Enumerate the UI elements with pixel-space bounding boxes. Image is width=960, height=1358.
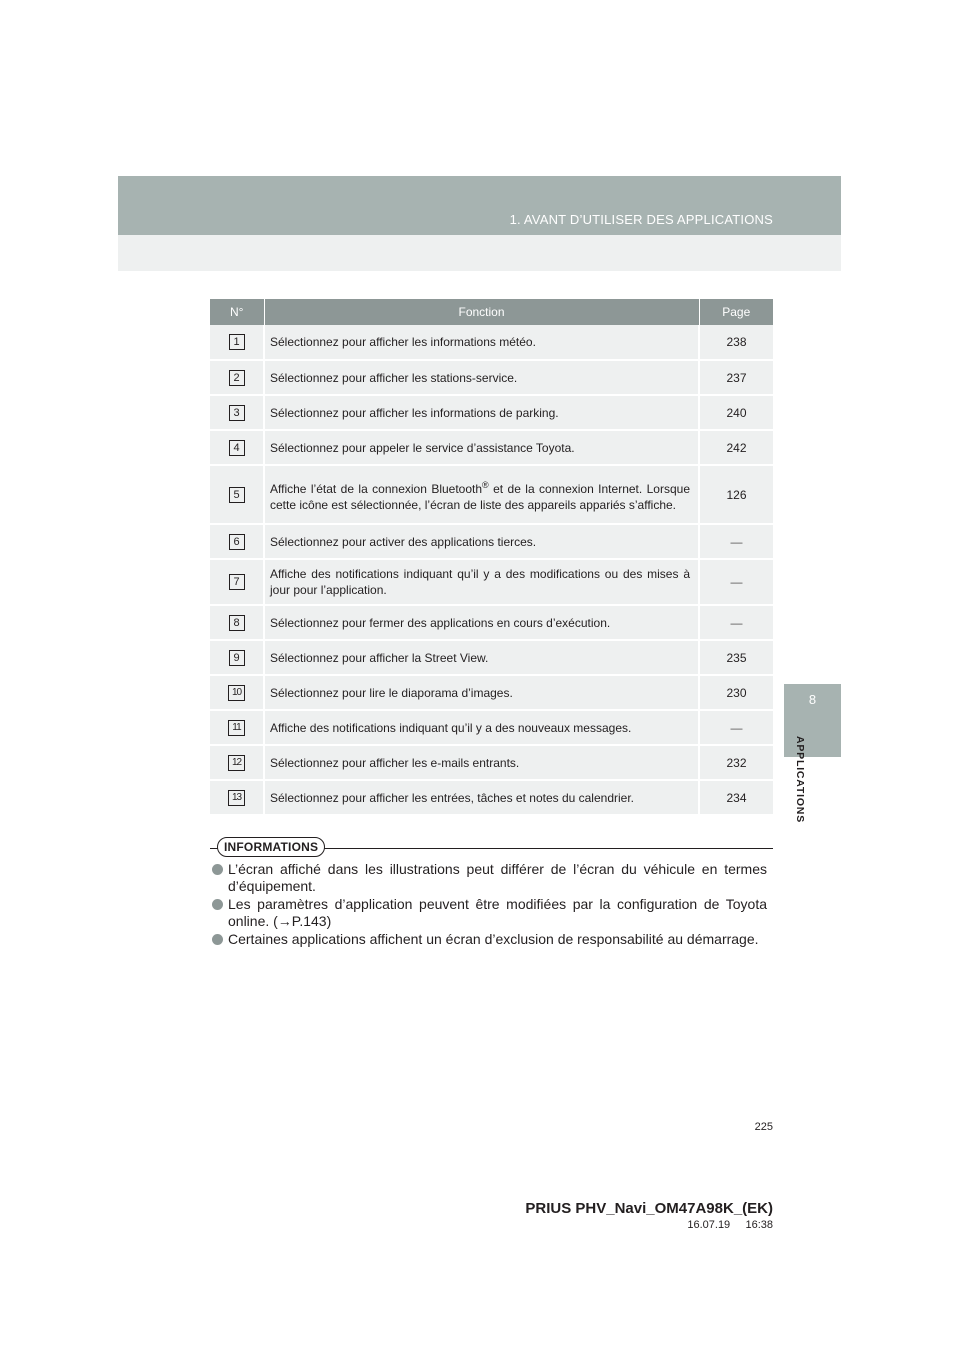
bullet-icon xyxy=(212,864,223,875)
table-row xyxy=(210,675,773,710)
item-number-box: 1 xyxy=(229,334,245,350)
page-number: 225 xyxy=(754,1121,773,1133)
chapter-label: APPLICATIONS xyxy=(794,736,806,823)
row-description: Sélectionnez pour afficher les e-mails entrants. xyxy=(264,745,699,780)
row-description: Affiche des notifications indiquant qu’il y a des nouveaux messages. xyxy=(264,710,699,745)
row-description: Sélectionnez pour activer des applications tierces. xyxy=(264,524,699,559)
section-header-band xyxy=(118,176,841,235)
row-description: Affiche des notifications indiquant qu’il y a des modifications ou des mises à jour pour l’application. xyxy=(264,559,699,605)
chapter-number: 8 xyxy=(808,692,817,707)
item-number-box: 7 xyxy=(229,574,245,590)
row-page: 126 xyxy=(699,465,773,524)
item-number-box: 3 xyxy=(229,405,245,421)
print-stamp: 16.07.19 16:38 xyxy=(687,1219,773,1231)
table-row xyxy=(210,640,773,675)
row-page: 230 xyxy=(699,675,773,710)
row-description: Sélectionnez pour afficher la Street View. xyxy=(264,640,699,675)
row-description: Sélectionnez pour lire le diaporama d’images. xyxy=(264,675,699,710)
row-page: 242 xyxy=(699,430,773,465)
item-number-box: 4 xyxy=(229,440,245,456)
table-row xyxy=(210,745,773,780)
registered-mark: ® xyxy=(482,479,489,490)
item-number-box: 5 xyxy=(229,487,245,503)
row-description: Sélectionnez pour appeler le service d’assistance Toyota. xyxy=(264,430,699,465)
table-row xyxy=(210,360,773,395)
table-row xyxy=(210,605,773,640)
info-text: Les paramètres d’application peuvent être modifiées par la configuration de Toyota online. (→P.143) xyxy=(228,896,767,929)
row-page: 234 xyxy=(699,780,773,815)
table-row xyxy=(210,559,773,605)
section-title: 1. AVANT D’UTILISER DES APPLICATIONS xyxy=(509,212,773,227)
row-description: Sélectionnez pour afficher les informations de parking. xyxy=(264,395,699,430)
item-number-box: 2 xyxy=(229,370,245,386)
item-number-box: 12 xyxy=(228,755,245,771)
table-header-row xyxy=(210,299,773,325)
header-function: Fonction xyxy=(264,299,699,325)
document-id: PRIUS PHV_Navi_OM47A98K_(EK) xyxy=(525,1200,773,1217)
row-description: Sélectionnez pour afficher les stations-service. xyxy=(264,360,699,395)
table-row xyxy=(210,710,773,745)
table-row xyxy=(210,465,773,524)
table-row xyxy=(210,430,773,465)
table-row xyxy=(210,395,773,430)
table-row xyxy=(210,780,773,815)
info-item xyxy=(211,931,767,948)
row-page: 238 xyxy=(699,325,773,360)
info-list xyxy=(211,861,767,950)
info-item xyxy=(211,861,767,894)
row-page: — xyxy=(699,605,773,640)
info-text: Certaines applications affichent un écran d’exclusion de responsabilité au démarrage. xyxy=(228,931,759,947)
row-description: Sélectionnez pour afficher les informations météo. xyxy=(264,325,699,360)
row-page: 232 xyxy=(699,745,773,780)
row-description: Affiche l’état de la connexion Bluetooth® et de la connexion Internet. Lorsque cette icône est sélectionnée, l’écran de liste des appareils appariés s’affiche. xyxy=(264,465,699,524)
item-number-box: 10 xyxy=(228,685,245,701)
row-description: Sélectionnez pour afficher les entrées, tâches et notes du calendrier. xyxy=(264,780,699,815)
header-page: Page xyxy=(699,299,773,325)
bullet-icon xyxy=(212,934,223,945)
row-page: 237 xyxy=(699,360,773,395)
item-number-box: 11 xyxy=(228,720,245,736)
item-number-box: 6 xyxy=(229,534,245,550)
info-badge: INFORMATIONS xyxy=(217,837,325,857)
bullet-icon xyxy=(212,899,223,910)
item-number-box: 13 xyxy=(228,790,245,806)
chapter-tab xyxy=(784,684,841,757)
info-text: L’écran affiché dans les illustrations peut différer de l’écran du véhicule en termes d’équipement. xyxy=(228,861,767,894)
table-row xyxy=(210,325,773,360)
function-table xyxy=(210,299,773,816)
header-number: N° xyxy=(210,299,264,325)
info-item xyxy=(211,896,767,929)
row-description: Sélectionnez pour fermer des applications en cours d’exécution. xyxy=(264,605,699,640)
table-row xyxy=(210,524,773,559)
row-page: 235 xyxy=(699,640,773,675)
row-page: — xyxy=(699,710,773,745)
section-header-sub-band xyxy=(118,235,841,271)
row-page: 240 xyxy=(699,395,773,430)
row-page: — xyxy=(699,524,773,559)
item-number-box: 8 xyxy=(229,615,245,631)
item-number-box: 9 xyxy=(229,650,245,666)
row-page: — xyxy=(699,559,773,605)
